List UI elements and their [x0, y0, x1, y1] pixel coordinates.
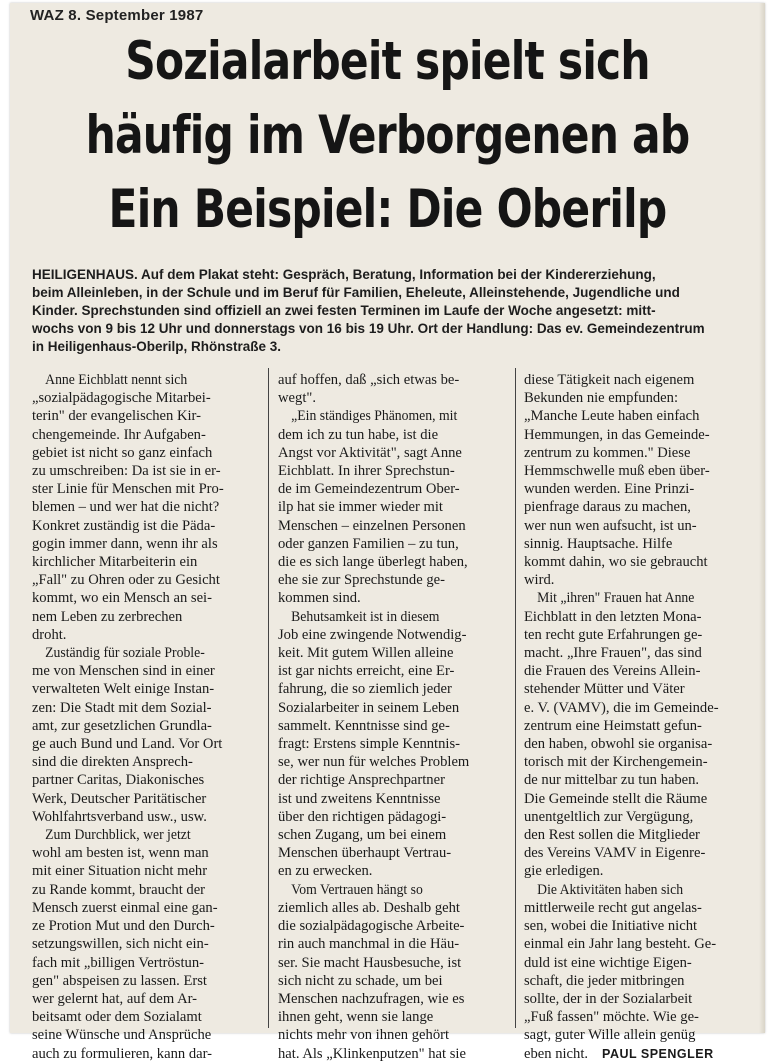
article-line: Job eine zwingende Notwendig- — [278, 626, 467, 643]
lead-line: Kinder. Sprechstunden sind offiziell an zwei festen Terminen im Laufe der Woche angesetzt: mitt- — [32, 303, 656, 318]
article-line: wunden werden. Eine Prinzi- — [524, 481, 695, 498]
article-line: Wohlfahrtsverband usw., usw. — [32, 808, 207, 825]
article-line: „Ein ständiges Phänomen, mit — [291, 408, 458, 425]
article-line: partner Caritas, Diakonisches — [32, 772, 205, 789]
article-line: zu Rande kommt, braucht der — [32, 881, 206, 898]
article-line: de nur mittelbar zu tun haben. — [524, 772, 700, 789]
article-line: ziemlich alles ab. Deshalb geht — [278, 899, 460, 916]
article-line: nem Leben zu zerbrechen — [32, 608, 183, 625]
article-line: ze Protion Mut und den Durch- — [32, 918, 215, 935]
newspaper-clipping — [10, 3, 765, 1062]
article-line: wegt". — [278, 390, 316, 407]
article-line: Mit „ihren" Frauen hat Anne — [537, 590, 695, 607]
article-line: wohl am besten ist, wenn man — [32, 845, 209, 862]
article-line: sinnig. Hauptsache. Hilfe — [524, 535, 673, 552]
article-line: fach mit „billigen Vertröstun- — [32, 954, 204, 971]
column-rule — [268, 368, 269, 1028]
article-line: die es sich lange überlegt haben, — [278, 554, 468, 571]
article-line: kirchlicher Mitarbeiterin ein — [32, 554, 198, 571]
article-line: Konkret zuständig ist die Päda- — [32, 517, 216, 534]
article-line: sen, wobei die Initiative nicht — [524, 918, 698, 935]
article-column-2 — [278, 371, 510, 1063]
article-line: Bekunden nie empfunden: — [524, 390, 679, 407]
article-line: Sozialarbeiter in seinem Leben — [278, 699, 460, 716]
article-line: keit. Mit gutem Willen alleine — [278, 645, 454, 662]
article-line: schaft, die jeder mitbringen — [524, 972, 685, 989]
lead-paragraph — [32, 266, 742, 356]
article-line: stehender Mütter und Väter — [524, 681, 685, 698]
article-line: ilp hat sie immer wieder mit — [278, 499, 443, 516]
article-line: oder ganzen Familien – zu tun, — [278, 535, 459, 552]
article-line: en zu erwecken. — [278, 863, 373, 880]
article-line: auch zu formulieren, kann dar- — [32, 1045, 213, 1062]
article-line: nichts mehr von ihnen gehört — [278, 1027, 450, 1044]
article-line: fragt: Erstens simple Kenntnis- — [278, 736, 460, 753]
article-line: macht. „Ihre Frauen", das sind — [524, 645, 702, 662]
article-line: torisch mit der Kirchengemein- — [524, 754, 708, 771]
article-line: droht. — [32, 626, 67, 643]
article-line: wird. — [524, 572, 555, 589]
article-line: Angst vor Aktivität", sagt Anne — [278, 444, 462, 461]
article-line: terin" der evangelischen Kir- — [32, 408, 201, 425]
article-line: des Vereins VAMV in Eigenre- — [524, 845, 706, 862]
author-signature: PAUL SPENGLER — [602, 1046, 714, 1061]
article-line: rin auch manchmal in die Häu- — [278, 936, 460, 953]
article-line: e. V. (VAMV), die im Gemeinde- — [524, 699, 719, 716]
article-line: zen: Die Stadt mit dem Sozial- — [32, 699, 212, 716]
lead-line: HEILIGENHAUS. Auf dem Plakat steht: Gespräch, Beratung, Information bei der Kindererziehung, — [32, 267, 656, 282]
lead-line: beim Alleinleben, in der Schule und im Beruf für Familien, Eheleute, Alleinstehende, Jugendliche und — [32, 285, 680, 300]
article-line: zentrum zu kommen." Diese — [524, 444, 691, 461]
article-line: fahrung, die so ziemlich jeder — [278, 681, 452, 698]
article-line: mittlerweile recht gut angelas- — [524, 899, 702, 916]
article-column-3 — [524, 371, 756, 1063]
source-line: WAZ 8. September 1987 — [30, 7, 204, 24]
article-line: ehe sie zur Sprechstunde ge- — [278, 572, 445, 589]
article-line: chengemeinde. Ihr Aufgaben- — [32, 426, 206, 443]
article-line: gen" abspeisen zu lassen. Erst — [32, 972, 207, 989]
article-line: ten recht gute Erfahrungen ge- — [524, 626, 703, 643]
headline-line: häufig im Verborgenen ab — [85, 105, 690, 166]
article-line: amt, zur gesetzlichen Grundla- — [32, 717, 212, 734]
article-line: gie erledigen. — [524, 863, 604, 880]
article-line: „Manche Leute haben einfach — [524, 408, 700, 425]
article-line: zu umschreiben: Da ist sie in er- — [32, 463, 221, 480]
article-line: seine Wünsche und Ansprüche — [32, 1027, 212, 1044]
paper-edge — [759, 3, 765, 1033]
article-line: ge auch Bund und Land. Vor Ort — [32, 736, 223, 753]
article-line: einmal ein Jahr lang besteht. Ge- — [524, 936, 717, 953]
article-line: der richtige Ansprechpartner — [278, 772, 445, 789]
article-line: hat. Als „Klinkenputzen" hat sie — [278, 1045, 466, 1062]
article-line: Behutsamkeit ist in diesem — [291, 608, 440, 625]
article-line: sammelt. Kenntnisse sind ge- — [278, 717, 450, 734]
article-line: unentgeltlich zur Vergügung, — [524, 808, 694, 825]
article-line: verwalteten Welt einige Instan- — [32, 681, 215, 698]
article-line: wer nun wen aufsucht, ist un- — [524, 517, 697, 534]
article-line: ihnen geht, wenn sie lange — [278, 1009, 434, 1026]
article-line: wer gelernt hat, auf dem Ar- — [32, 990, 198, 1007]
article-line: Die Gemeinde stellt die Räume — [524, 790, 708, 807]
article-line: gebiet ist nicht so ganz einfach — [32, 444, 213, 461]
article-line: ist und zweitens Kenntnisse — [278, 790, 441, 807]
article-line: „Fall" zu Ohren oder zu Gesicht — [32, 572, 220, 589]
lead-line: in Heiligenhaus-Oberilp, Rhönstraße 3. — [32, 339, 282, 354]
article-line: ist gar nichts erreicht, eine Er- — [278, 663, 455, 680]
article-line: die Frauen des Vereins Allein- — [524, 663, 701, 680]
article-column-1 — [32, 371, 264, 1063]
article-line: Zum Durchblick, wer jetzt — [45, 827, 191, 844]
article-line: se, wer nun für welches Problem — [278, 754, 470, 771]
article-line: Eichblatt. In ihrer Sprechstun- — [278, 463, 455, 480]
article-line: dem ich zu tun habe, ist die — [278, 426, 439, 443]
article-line: pienfrage daraus zu machen, — [524, 499, 691, 516]
article-line: duld ist eine wichtige Eigen- — [524, 954, 692, 971]
article-line: setzungswillen, sich nicht ein- — [32, 936, 209, 953]
article-line: Anne Eichblatt nennt sich — [45, 372, 188, 388]
article-line: Hemmungen, in das Gemeinde- — [524, 426, 710, 443]
article-line: Eichblatt in den letzten Mona- — [524, 608, 702, 625]
article-line: ster Linie für Menschen mit Pro- — [32, 481, 224, 498]
article-line: den Rest sollen die Mitglieder — [524, 827, 700, 844]
article-line: ser. Sie macht Hausbesuche, ist — [278, 954, 462, 971]
article-line: sind die direkten Ansprech- — [32, 754, 193, 771]
article-line: eben nicht. — [524, 1045, 589, 1062]
lead-line: wochs von 9 bis 12 Uhr und donnerstags von 16 bis 19 Uhr. Ort der Handlung: Das ev. Gemeindezentrum — [32, 321, 705, 336]
article-line: Mensch zuerst einmal eine gan- — [32, 899, 218, 916]
article-line: Werk, Deutscher Paritätischer — [32, 790, 207, 807]
article-line: me von Menschen sind in einer — [32, 663, 215, 680]
article-line: sollte, der in der Sozialarbeit — [524, 990, 693, 1007]
article-line: Vom Vertrauen hängt so — [291, 881, 423, 898]
article-line: gogin immer dann, wenn ihr als — [32, 535, 218, 552]
article-line: Menschen überhaupt Vertrau- — [278, 845, 452, 862]
article-line: Menschen – einzelnen Personen — [278, 517, 466, 534]
article-line: kommen sind. — [278, 590, 361, 607]
article-line: auf hoffen, daß „sich etwas be- — [278, 372, 460, 388]
article-line: de im Gemeindezentrum Ober- — [278, 481, 460, 498]
article-line: Hemmschwelle muß eben über- — [524, 463, 710, 480]
article-line: zentrum eine Heimstatt gefun- — [524, 717, 702, 734]
article-line: „Fuß fassen" möchte. Wie ge- — [524, 1009, 699, 1026]
article-line: den haben, obwohl sie organisa- — [524, 736, 713, 753]
headline — [86, 25, 690, 247]
article-line: sagt, guter Wille allein genüg — [524, 1027, 696, 1044]
article-line: kommt, wo ein Mensch an sei- — [32, 590, 212, 607]
article-line: „sozialpädagogische Mitarbei- — [32, 390, 211, 407]
article-last-line — [524, 1045, 756, 1063]
article-line: kommt dahin, wo sie gebraucht — [524, 554, 708, 571]
headline-line: Ein Beispiel: Die Oberilp — [108, 179, 667, 240]
article-line: schen Zugang, um bei einem — [278, 827, 447, 844]
article-line: beitsamt oder dem Sozialamt — [32, 1009, 202, 1026]
article-line: diese Tätigkeit nach eigenem — [524, 372, 695, 388]
column-rule — [515, 368, 516, 1028]
article-line: über den richtigen pädagogi- — [278, 808, 447, 825]
article-line: blemen – und wer hat die nicht? — [32, 499, 220, 516]
article-line: Die Aktivitäten haben sich — [537, 881, 684, 898]
article-line: die sozialpädagogische Arbeite- — [278, 918, 465, 935]
article-line: mit einer Situation nicht mehr — [32, 863, 208, 880]
headline-line: Sozialarbeit spielt sich — [125, 31, 650, 92]
article-line: sich nicht zu schade, um bei — [278, 972, 443, 989]
article-line: Zuständig für soziale Proble- — [45, 645, 205, 662]
article-line: Menschen nachzufragen, wie es — [278, 990, 465, 1007]
